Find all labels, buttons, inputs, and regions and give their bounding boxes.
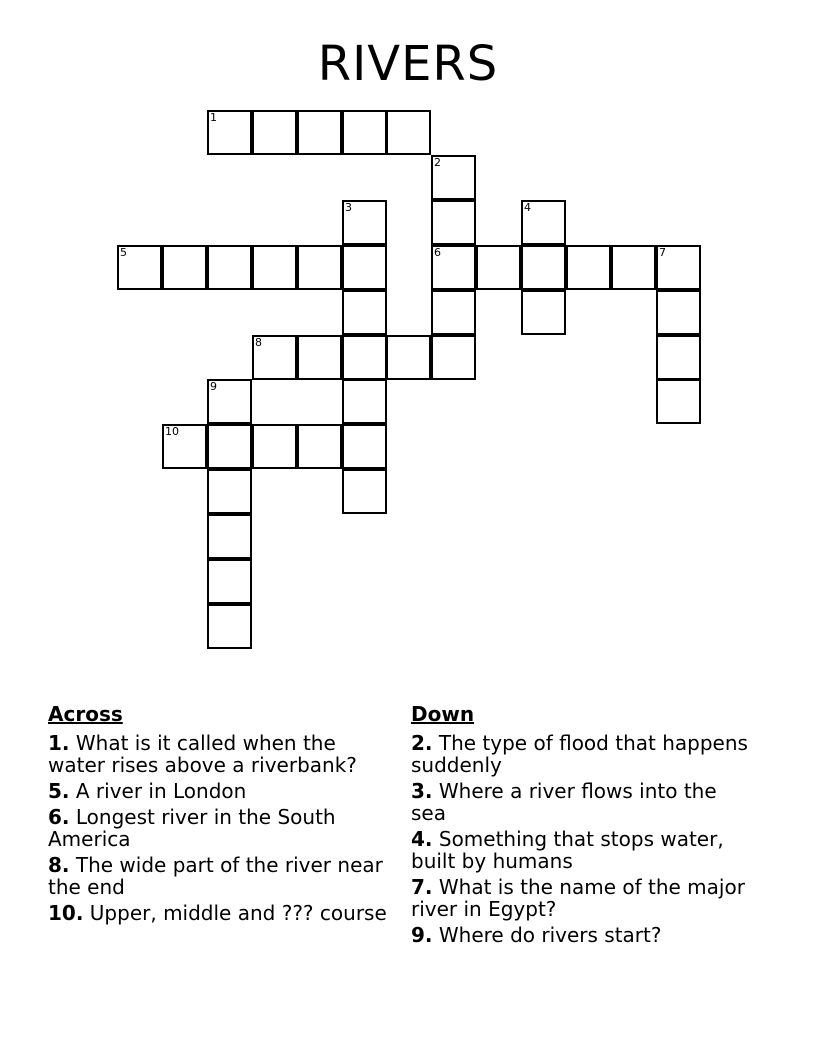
clue-number-label: 6.: [48, 805, 70, 829]
clue-number: 7: [659, 246, 666, 259]
clue-number-label: 8.: [48, 853, 70, 877]
grid-cell[interactable]: [476, 245, 521, 290]
grid-cell[interactable]: [431, 335, 476, 380]
grid-cell[interactable]: [386, 110, 431, 155]
clue-text: Something that stops water, built by humans: [411, 827, 724, 873]
clue-number: 8: [255, 336, 262, 349]
grid-cell[interactable]: [431, 245, 476, 290]
clue-text: Longest river in the South America: [48, 805, 336, 851]
clue-number: 3: [345, 201, 352, 214]
across-heading: Across: [48, 702, 123, 726]
clue-number-label: 5.: [48, 779, 70, 803]
grid-cell[interactable]: [342, 110, 387, 155]
clue-number-label: 1.: [48, 731, 70, 755]
clue-number: 10: [165, 425, 179, 438]
clue-number-label: 2.: [411, 731, 433, 755]
clue-number: 5: [120, 246, 127, 259]
grid-cell[interactable]: [656, 290, 701, 335]
grid-cell[interactable]: [342, 245, 387, 290]
grid-cell[interactable]: [297, 424, 342, 469]
grid-cell[interactable]: [207, 379, 252, 424]
grid-cell[interactable]: [207, 559, 252, 604]
grid-cell[interactable]: [566, 245, 611, 290]
grid-cell[interactable]: [297, 335, 342, 380]
clue-text: A river in London: [75, 779, 247, 803]
clue-text: The type of flood that happens suddenly: [411, 731, 748, 777]
grid-cell[interactable]: [252, 245, 297, 290]
puzzle-title: RIVERS: [317, 36, 499, 92]
across-clue: [48, 780, 398, 802]
down-clues: [411, 702, 756, 950]
across-clue: [48, 732, 398, 776]
across-clues: [48, 702, 398, 928]
grid-cell[interactable]: [342, 379, 387, 424]
grid-cell[interactable]: [207, 245, 252, 290]
grid-cell[interactable]: [297, 110, 342, 155]
across-clue: [48, 854, 398, 898]
clue-number-label: 9.: [411, 923, 433, 947]
clue-number-label: 3.: [411, 779, 433, 803]
across-clue-list: [48, 732, 398, 924]
grid-cell[interactable]: [521, 245, 566, 290]
grid-cell[interactable]: [207, 110, 252, 155]
down-clue: [411, 828, 756, 872]
grid-cell[interactable]: [252, 335, 297, 380]
down-clue: [411, 732, 756, 776]
grid-cell[interactable]: [656, 245, 701, 290]
grid-cell[interactable]: [611, 245, 656, 290]
down-clue: [411, 876, 756, 920]
clue-number: 6: [434, 246, 441, 259]
clue-number: 9: [210, 380, 217, 393]
grid-cell[interactable]: [656, 335, 701, 380]
grid-cell[interactable]: [431, 155, 476, 200]
clue-text: Upper, middle and ??? course: [89, 901, 387, 925]
grid-cell[interactable]: [207, 469, 252, 514]
grid-cell[interactable]: [521, 200, 566, 245]
clue-text: The wide part of the river near the end: [48, 853, 383, 899]
grid-cell[interactable]: [117, 245, 162, 290]
grid-cell[interactable]: [162, 245, 207, 290]
grid-cell[interactable]: [342, 335, 387, 380]
clue-number-label: 10.: [48, 901, 84, 925]
grid-cell[interactable]: [252, 110, 297, 155]
down-clue-list: [411, 732, 756, 946]
grid-cell[interactable]: [431, 200, 476, 245]
down-heading: Down: [411, 702, 475, 726]
grid-cell[interactable]: [252, 424, 297, 469]
grid-cell[interactable]: [342, 424, 387, 469]
down-clue: [411, 780, 756, 824]
grid-cell[interactable]: [207, 604, 252, 649]
clue-text: Where do rivers start?: [438, 923, 662, 947]
grid-cell[interactable]: [431, 290, 476, 335]
clue-number: 2: [434, 156, 441, 169]
down-clue: [411, 924, 756, 946]
clue-text: What is it called when the water rises above a riverbank?: [48, 731, 357, 777]
clue-number: 4: [524, 201, 531, 214]
clue-number-label: 7.: [411, 875, 433, 899]
clue-number: 1: [210, 111, 217, 124]
across-clue: [48, 806, 398, 850]
grid-cell[interactable]: [297, 245, 342, 290]
grid-cell[interactable]: [521, 290, 566, 335]
grid-cell[interactable]: [162, 424, 207, 469]
clue-text: Where a river flows into the sea: [411, 779, 717, 825]
grid-cell[interactable]: [386, 335, 431, 380]
clue-number-label: 4.: [411, 827, 433, 851]
grid-cell[interactable]: [342, 200, 387, 245]
grid-cell[interactable]: [207, 514, 252, 559]
grid-cell[interactable]: [342, 290, 387, 335]
grid-cell[interactable]: [207, 424, 252, 469]
grid-cell[interactable]: [656, 379, 701, 424]
clue-text: What is the name of the major river in Egypt?: [411, 875, 745, 921]
grid-cell[interactable]: [342, 469, 387, 514]
across-clue: [48, 902, 398, 924]
